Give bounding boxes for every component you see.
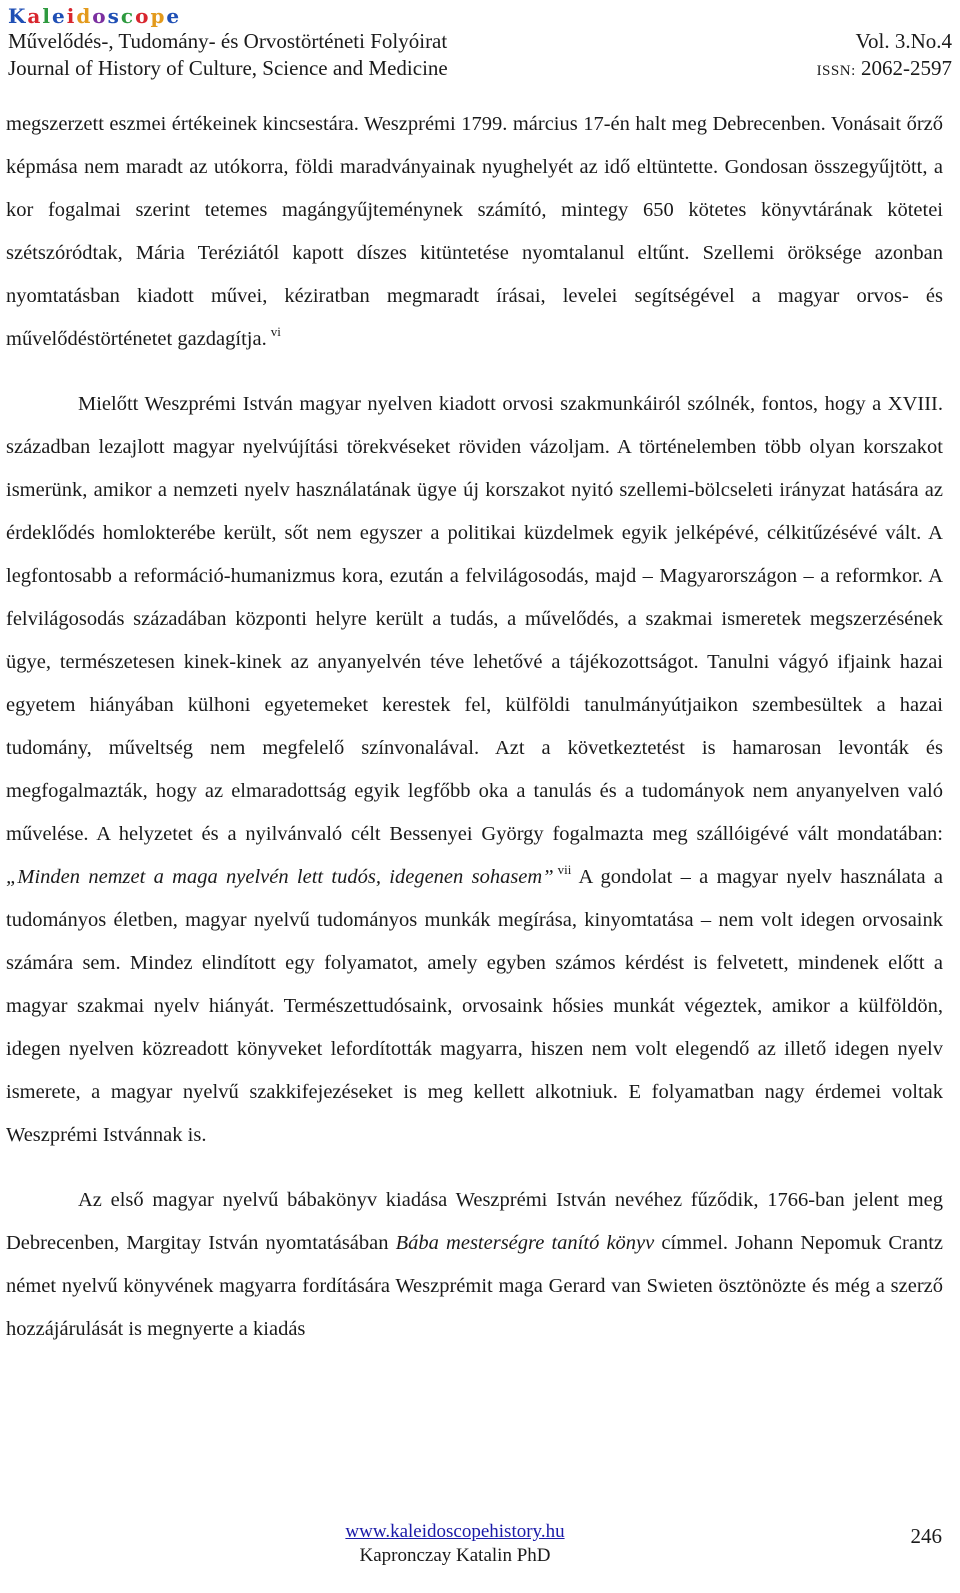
logo-letter: e xyxy=(166,4,182,28)
website-link[interactable]: www.kaleidoscopehistory.hu xyxy=(345,1521,565,1542)
logo-letter: i xyxy=(66,4,77,28)
paragraph-3 xyxy=(6,1179,943,1351)
logo-letter: K xyxy=(8,4,28,28)
volume-number: Vol. 3.No.4 xyxy=(855,29,952,53)
issn-label: ISSN: xyxy=(816,63,856,79)
kaleidoscope-logo xyxy=(8,4,181,28)
paragraph-1-text: megszerzett eszmei értékeinek kincsestára. Weszprémi 1799. március 17-én halt meg Debrecenben. Vonásait őrző képmása nem maradt az utókorra, földi maradványainak nyughelyét az idő eltüntette. Gondosan összegyűjtött, a kor fogalmai szerint tetemes magángyűjteménynek számító, mintegy 650 kötetes könyvtárának kötetei szétszóródtak, Mária Teréziától kapott díszes kitüntetése nyomtalanul eltűnt. Szellemi öröksége azonban nyomtatásban kiadott művei, kéziratban megmaradt írásai, levelei segítségével a magyar orvos- és művelődéstörténetet gazdagítja. xyxy=(6,113,943,350)
author-name: Kapronczay Katalin PhD xyxy=(359,1545,551,1566)
paragraph-3-text-b: címmel. Johann Nepomuk Crantz német nyelvű könyvének magyarra fordítására Weszprémit maga Gerard van Swieten ösztönözte és még a szerző hozzájárulását is megnyerte a kiadás xyxy=(6,1232,943,1340)
endnote-vi: vi xyxy=(270,324,281,339)
paragraph-2-text-b: A gondolat – a magyar nyelv használata a tudományos életben, magyar nyelvű tudományos munkák megírása, kinyomtatása – nem volt idegen orvosaink számára sem. Mindez elindított egy folyamatot, amely egyben számos kérdést is felvetett, mindenek előtt a magyar szakmai nyelv hiányát. Természettudósaink, orvosaink hősies munkát végeztek, amikor a külföldön, idegen nyelven közreadott könyveket lefordították magyarra, hiszen nem volt elegendő az illető idegen nyelv ismerete, a magyar nyelvű szakkifejezéseket is meg kellett alkotniuk. E folyamatban nagy érdemei voltak Weszprémi Istvánnak is. xyxy=(6,866,943,1146)
logo-letter: a xyxy=(27,4,43,28)
page-footer xyxy=(0,1515,960,1593)
logo-letter: s xyxy=(107,4,121,28)
endnote-vii: vii xyxy=(557,862,572,877)
book-title: Bába mesterségre tanító könyv xyxy=(395,1232,655,1254)
article-body xyxy=(6,103,943,1351)
bessenyei-quote: „Minden nemzet a maga nyelvén lett tudós, idegenen sohasem” xyxy=(6,866,554,888)
journal-header xyxy=(8,2,952,84)
page-number: 246 xyxy=(910,1524,942,1548)
paragraph-2 xyxy=(6,383,943,1157)
journal-title-english: Journal of History of Culture, Science and Medicine xyxy=(8,56,448,80)
issn-number: 2062-2597 xyxy=(861,56,952,80)
logo-letter: c xyxy=(120,4,136,28)
logo-letter: p xyxy=(150,4,167,28)
logo-letter: o xyxy=(135,4,151,28)
paragraph-1 xyxy=(6,103,943,361)
issn xyxy=(817,55,952,84)
journal-title-hungarian: Művelődés-, Tudomány- és Orvostörténeti Folyóirat xyxy=(8,29,448,53)
paragraph-2-text-a: Mielőtt Weszprémi István magyar nyelven kiadott orvosi szakmunkáiról szólnék, fontos, hogy a XVIII. században lezajlott magyar nyelvújítási törekvéseket röviden vázoljam. A történelemben több olyan korszakot ismerünk, amikor a nemzeti nyelv használatának ügye új korszakot nyitó szellemi-bölcseleti irányzat hatására az érdeklődés homlokterébe került, sőt nem egyszer a politikai küzdelmek egyik jelképévé, célkitűzésévé vált. A legfontosabb a reformáció-humanizmus kora, ezután a felvilágosodás, majd – Magyarországon – a reformkor. A felvilágosodás századában központi helyre került a tudás, a művelődés, a szakmai ismeretek megszerzésének ügye, természetesen kinek-kinek az anyanyelvén téve lehetővé a tájékozottságot. Tanulni vágyó ifjaink hazai egyetem hiányában külhoni egyetemeket kerestek fel, külföldi tanulmányútjaikon szembesültek a hazai tudomány, műveltség nem megfelelő színvonalával. Azt a következtetést is hamarosan levonták és megfogalmazták, hogy az elmaradottság egyik legfőbb oka a tanulás és a tudományok nem anyanyelven való művelése. A helyzetet és a nyilvánvaló célt Bessenyei György fogalmazta meg szállóigévé vált mondatában: xyxy=(6,393,943,845)
logo-letter: e xyxy=(51,4,67,28)
logo-letter: o xyxy=(92,4,108,28)
logo-letter: l xyxy=(42,4,52,28)
logo-letter: d xyxy=(76,4,93,28)
paragraph-3-text-a: Az első magyar nyelvű bábakönyv kiadása Weszprémi István nevéhez fűződik, 1766-ban jelent meg Debrecenben, Margitay István nyomtatásában xyxy=(6,1189,943,1254)
